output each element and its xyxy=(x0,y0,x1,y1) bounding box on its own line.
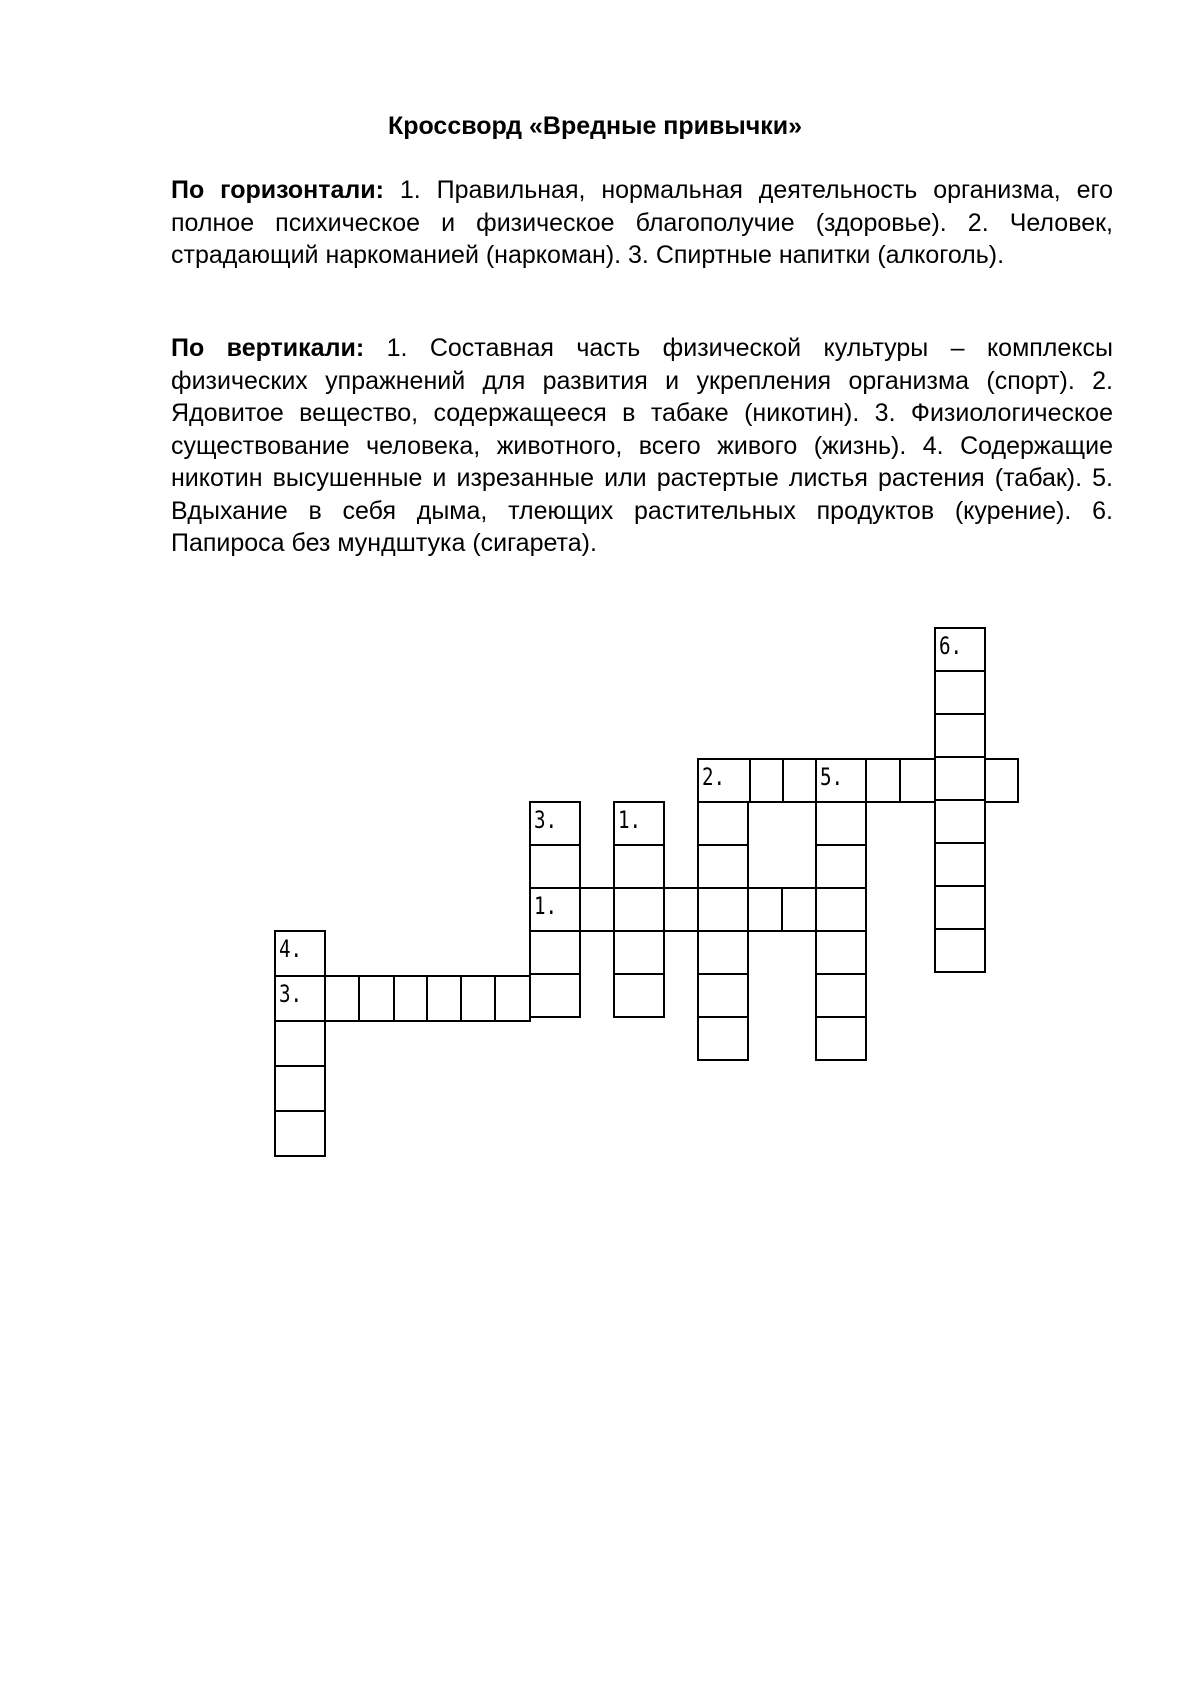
crossword-cell[interactable] xyxy=(934,885,986,930)
crossword-cell[interactable] xyxy=(815,887,867,932)
crossword-cell[interactable] xyxy=(460,975,496,1022)
crossword-cell[interactable] xyxy=(984,758,1019,803)
crossword-cell[interactable] xyxy=(529,973,581,1018)
crossword-cell[interactable] xyxy=(529,887,581,932)
crossword-cell[interactable] xyxy=(697,758,751,803)
crossword-cell[interactable] xyxy=(865,758,901,803)
clue-number: 1. xyxy=(534,892,558,920)
crossword-cell[interactable] xyxy=(697,973,749,1018)
vertical-text: 1. Составная часть физической культуры – комплексы физических упражнений для развития и укрепления организма (спорт). 2. Ядовитое вещество, содержащееся в табаке (никотин). 3. Физиологическое существование человека, животного, всего живого (жизнь). 4. Содержащие никотин высушенные и изрезанные или растертые листья растения (табак). 5. Вдыхание в себя дыма, тлеющих растительных продуктов (курение). 6. Папироса без мундштука (сигарета). xyxy=(171,334,1113,557)
crossword-cell[interactable] xyxy=(697,801,749,846)
crossword-cell[interactable] xyxy=(749,758,784,803)
crossword-cell[interactable] xyxy=(529,930,581,975)
clue-number: 2. xyxy=(702,763,726,791)
crossword-cell[interactable] xyxy=(815,930,867,975)
clue-number: 4. xyxy=(279,935,303,963)
crossword-cell[interactable] xyxy=(274,1065,326,1112)
vertical-label: По вертикали: xyxy=(171,334,365,362)
crossword-cell[interactable] xyxy=(934,670,986,715)
crossword-cell[interactable] xyxy=(274,1110,326,1157)
clue-number: 6. xyxy=(939,632,963,660)
horizontal-text: 1. Правильная, нормальная деятельность организма, его полное психическое и физическое благополучие (здоровье). 2. Человек, страдающий наркоманией (наркоман). 3. Спиртные напитки (алкоголь). xyxy=(171,176,1114,269)
crossword-cell[interactable] xyxy=(934,928,986,973)
crossword-cell[interactable] xyxy=(613,844,665,889)
crossword-cell[interactable] xyxy=(782,758,817,803)
crossword-cell[interactable] xyxy=(613,973,665,1018)
crossword-cell[interactable] xyxy=(934,842,986,887)
clue-number: 3. xyxy=(534,806,558,834)
crossword-cell[interactable] xyxy=(815,801,867,846)
crossword-cell[interactable] xyxy=(747,887,783,932)
crossword-cell[interactable] xyxy=(697,930,749,975)
crossword-cell[interactable] xyxy=(815,1016,867,1061)
crossword-cell[interactable] xyxy=(426,975,462,1022)
crossword-cell[interactable] xyxy=(274,930,326,977)
crossword-cell[interactable] xyxy=(613,930,665,975)
crossword-cell[interactable] xyxy=(613,801,665,846)
clue-number: 5. xyxy=(820,763,844,791)
crossword-cell[interactable] xyxy=(358,975,395,1022)
crossword-cell[interactable] xyxy=(494,975,531,1022)
crossword-cell[interactable] xyxy=(934,713,986,758)
crossword-cell[interactable] xyxy=(393,975,428,1022)
crossword-cell[interactable] xyxy=(899,758,936,803)
crossword-cell[interactable] xyxy=(274,1020,326,1067)
crossword-cell[interactable] xyxy=(324,975,360,1022)
crossword-cell[interactable] xyxy=(781,887,817,932)
crossword-cell[interactable] xyxy=(663,887,699,932)
crossword-cell[interactable] xyxy=(815,758,867,803)
crossword-cell[interactable] xyxy=(697,844,749,889)
page-title: Кроссворд «Вредные привычки» xyxy=(387,112,803,140)
crossword-cell[interactable] xyxy=(815,844,867,889)
crossword-cell[interactable] xyxy=(934,799,986,844)
crossword-cell[interactable] xyxy=(274,975,326,1022)
crossword-cell[interactable] xyxy=(815,973,867,1018)
crossword-cell[interactable] xyxy=(579,887,615,932)
crossword-cell[interactable] xyxy=(529,844,581,889)
crossword-cell[interactable] xyxy=(934,627,986,672)
crossword-cell[interactable] xyxy=(697,1016,749,1061)
crossword-cell[interactable] xyxy=(934,756,986,801)
crossword-cell[interactable] xyxy=(697,887,749,932)
clue-number: 3. xyxy=(279,980,303,1008)
crossword-cell[interactable] xyxy=(529,801,581,846)
clue-number: 1. xyxy=(618,806,642,834)
horizontal-label: По горизонтали: xyxy=(171,176,385,204)
